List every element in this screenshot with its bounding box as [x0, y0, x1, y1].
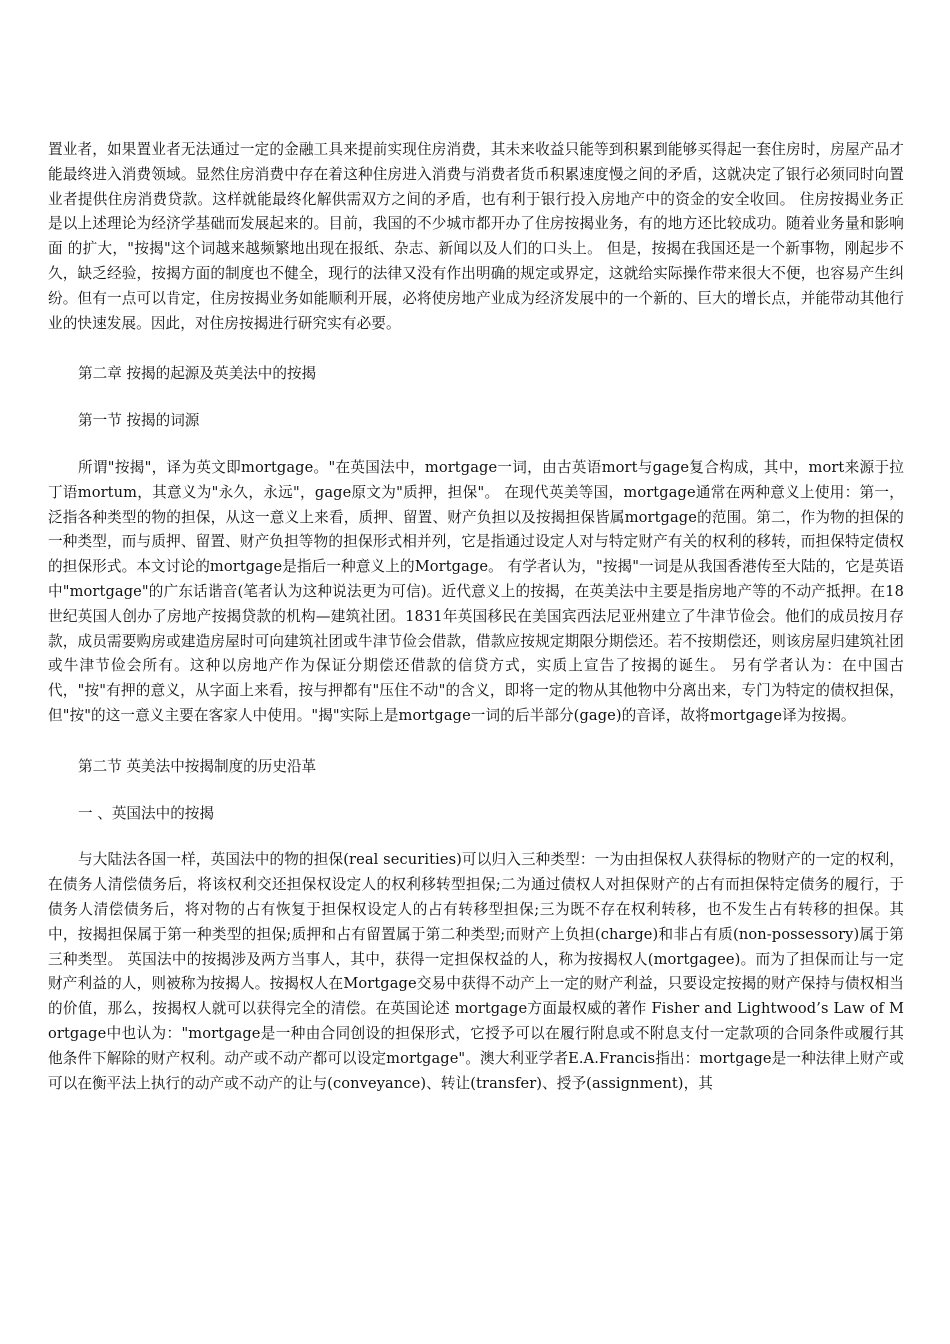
section-1-heading: 第一节 按揭的词源	[78, 412, 200, 430]
body-paragraph-3: 与大陆法各国一样，英国法中的物的担保(real securities)可以归入三种类型：一为由担保权人获得标的物财产的一定的权利，在债务人清偿债务后，将该权利交还担保权设定人的权利移转型担保;二为通过债权人对担保财产的占有而担保特定债务的履行，于债务人清偿债务后，将对物的占有恢复于担保权设定人的占有转移型担保;三为既不存在权利转移，也不发生占有转移的担保。其中，按揭担保属于第一种类型的担保;质押和占有留置属于第二种类型;而财产上负担(charge)和非占有质(non-possessory)属于第三种类型。 英国法中的按揭涉及两方当事人，其中，获得一定担保权益的人，称为按揭权人(mortgagee)。而为了担保而让与一定财产利益的人，则被称为按揭人。按揭权人在Mortgage交易中获得不动产上一定的财产利益，只要设定按揭的财产保持与债权相当的价值，那么，按揭权人就可以获得完全的清偿。在英国论述 mortgage方面最权威的著作 Fisher and Lightwood’s Law of Mortgage中也认为："mortgage是一种由合同创设的担保形式，它授予可以在履行附息或不附息支付一定款项的合同条件或履行其他条件下解除的财产权利。动产或不动产都可以设定mortgage"。澳大利亚学者E.A.Francis指出：mortgage是一种法律上财产或可以在衡平法上执行的动产或不动产的让与(conveyance)、转让(transfer)、授予(assignment)，其	[48, 851, 904, 1092]
body-paragraph-2: 所谓"按揭"，译为英文即mortgage。"在英国法中，mortgage一词，由古英语mort与gage复合构成，其中，mort来源于拉丁语mortum，其意义为"永久，永远"，gage原文为"质押，担保"。 在现代英美等国，mortgage通常在两种意义上使用：第一，泛指各种类型的物的担保，从这一意义上来看，质押、留置、财产负担以及按揭担保皆属mortgage的范围。第二，作为物的担保的一种类型，而与质押、留置、财产负担等物的担保形式相并列，它是指通过设定人对与特定财产有关的权利的移转，而担保特定债权的担保形式。本文讨论的mortgage是指后一种意义上的Mortgage。 有学者认为，"按揭"一词是从我国香港传至大陆的，它是英语中"mortgage"的广东话谐音(笔者认为这种说法更为可信)。近代意义上的按揭，在英美法中主要是指房地产等的不动产抵押。在18世纪英国人创办了房地产按揭贷款的机构—建筑社团。1831年英国移民在美国宾西法尼亚州建立了牛津节俭会。他们的成员按月存款，成员需要购房或建造房屋时可向建筑社团或牛津节俭会借款，借款应按规定期限分期偿还。若不按期偿还，则该房屋归建筑社团或牛津节俭会所有。这种以房地产作为保证分期偿还借款的信贷方式，实质上宣告了按揭的诞生。 另有学者认为：在中国古代，"按"有押的意义，从字面上来看，按与押都有"压住不动"的含义，即将一定的物从其他物中分离出来，专门为特定的债权担保，但"按"的这一意义主要在客家人中使用。"揭"实际上是mortgage一词的后半部分(gage)的音译，故将mortgage译为按揭。	[48, 458, 904, 724]
subsection-1-heading: 一 、英国法中的按揭	[78, 804, 214, 822]
section-2-heading: 第二节 英美法中按揭制度的历史沿革	[78, 757, 317, 775]
chapter-2-heading: 第二章 按揭的起源及英美法中的按揭	[78, 365, 317, 383]
body-paragraph-1: 置业者，如果置业者无法通过一定的金融工具来提前实现住房消费，其未来收益只能等到积累到能够买得起一套住房时，房屋产品才能最终进入消费领域。显然住房消费中存在着这种住房进入消费与消费者货币积累速度慢之间的矛盾，这就决定了银行必须同时向置业者提供住房消费贷款。这样就能最终化解供需双方之间的矛盾，也有利于银行投入房地产中的资金的安全收回。 住房按揭业务正是以上述理论为经济学基础而发展起来的。目前，我国的不少城市都开办了住房按揭业务，有的地方还比较成功。随着业务量和影响面 的扩大，"按揭"这个词越来越频繁地出现在报纸、杂志、新闻以及人们的口头上。 但是，按揭在我国还是一个新事物，刚起步不久，缺乏经验，按揭方面的制度也不健全，现行的法律又没有作出明确的规定或界定，这就给实际操作带来很大不便，也容易产生纠纷。但有一点可以肯定，住房按揭业务如能顺利开展，必将使房地产业成为经济发展中的一个新的、巨大的增长点，并能带动其他行业的快速发展。因此，对住房按揭进行研究实有必要。	[48, 141, 904, 332]
document-page	[48, 138, 904, 1096]
